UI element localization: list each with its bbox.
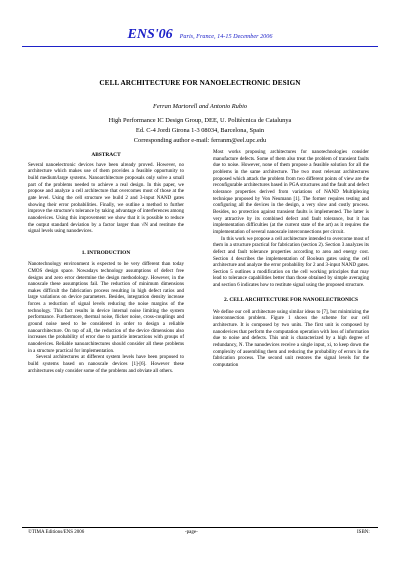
conference-line (0, 25, 400, 43)
conference-header (0, 0, 400, 40)
footer-page: -page- (185, 530, 198, 535)
footer-isbn: ISBN: (357, 530, 370, 535)
conference-name: ENS'06 (127, 27, 173, 42)
intro-heading: 1. INTRODUCTION (81, 249, 131, 256)
right-paragraph-2: In this work we propose a cell architecture intended to overcome most of them in a structure practical for fabrication (section 2). Section 3 analyzes its defect and fault tolerance properties according to area and energy cost. Section 4 describes the implementation of Boolean gates using the cell architecture and analyze the error probability for 2 and 3-input NAND gates. Section 5 outlines a modification on the cell working principles that may lead to tolerance capabilities better than those obtained by simple averaging and section 6 indicates how to restitute signal using the proposed structure. (213, 235, 369, 289)
abstract-heading: ABSTRACT (91, 152, 121, 158)
footer-rule (22, 527, 378, 528)
intro-paragraph-2: Several architectures at different system levels have been proposed to build systems based on nanoscale devices [1]-[6]. However these architectures only consider some of the problems and obviate all others. (28, 354, 184, 374)
affiliation-institution: High Performance IC Design Group, DEE, U. Politècnica de Catalunya (108, 117, 292, 124)
header-rule (22, 46, 378, 47)
right-column (213, 149, 369, 369)
intro-paragraph-1: Nanotechnology environment is expected to be very different than today CMOS design space. Nowadays technology assumptions of defect free designs and zero error determine the design methodology. However, in the nanoscale these assumptions fail. The reduction of minimum dimensions makes difficult the fabrication process resulting in high defect ratios and large variations on device parameters. Besides, integration density increase forces a reduction of signal levels reducing the noise margins of the technology. This fact results in device internal noise limiting the system performance. Furthermore, thermal noise, flicker noise, cross-couplings and ground noise need to be considered in order to design a reliable nanoarchitecture. On top of all, the reduction of the device dimensions also increases the probability of error due to particle interactions with groups of nanodevices. Reliable nanoarchitectures should consider all these problems in a structure practical for implementation. (28, 261, 184, 354)
abstract-text: Several nanoelectronic devices have been already proved. However, no architecture which makes use of them provides a feasible opportunity to build medium/large systems. Nanoarchitecture proposals only solve a small part of the problems needed to achieve a real design. In this paper, we propose and analyze a cell architecture that overcomes most of those at the gate level. Using the cell structure we build 2 and 3-input NAND gates showing their error probabilities. Finally, we outline a method to further improve the structure's tolerance by taking advantage of interferences among nanodevices. Using this improvement we show that it is possible to reduce the output standard deviation by a factor larger than √N and restitute the signal levels using nanodevices. (28, 161, 184, 235)
paper-title: CELL ARCHITECTURE FOR NANOELECTRONIC DESIGN (99, 79, 301, 87)
section-2-paragraph: We define our cell architecture using similar ideas to [7], but minimizing the interconnection problem. Figure 1 shows the scheme for our cell architecture. It is composed by two units. The first unit is composed by nanodevices that perform the computation operation with loss of information due to noise and defects. This unit is characterized by a high degree of redundancy, N. The nanodevices receive a single input, xi, to keep down the complexity of assembling them and reducing the probability of errors in the fabrication process. The second unit restores the signal levels for the computation (213, 308, 369, 369)
conference-place-date: Paris, France, 14-15 December 2006 (179, 33, 273, 40)
right-paragraph-1: Most works proposing architectures for nanotechnologies consider manufacture defects. Some of them also treat the problem of transient faults due to noise. However, none of them propose a feasible solution for all the problems in the same architecture. The two most relevant architectures proposed which attack the problem from two different points of view are the reconfigurable architectures based in PGA structures and the fault and defect tolerance properties derived from variations of NAND Multiplexing technique proposed by Von Neumann [1]. The former requires testing and configuring all the devices in the design, a very slow and costly process. Besides, no protection against transient faults is implemented. The latter is very attractive by its combined defect and fault tolerance, but it has implementation difficulties (at the current state of the art) as it requires the implementation of several nanoscale interconnections per circuit. (213, 149, 369, 235)
paper-authors: Ferran Martorell and Antonio Rubio (152, 103, 248, 110)
section-2-heading: 2. CELL ARCHITECTURE FOR NANOELECTRONICS (223, 297, 359, 304)
left-column (28, 150, 184, 374)
affiliation-address: Ed. C-4 Jordi Girona 1-3 08034, Barcelona, Spain (135, 127, 265, 134)
footer-copyright: ©TIMA Editions/ENS 2006 (28, 530, 85, 535)
affiliation-email: Corresponding author e-mail: ferranm@eel.upc.edu (133, 137, 267, 144)
